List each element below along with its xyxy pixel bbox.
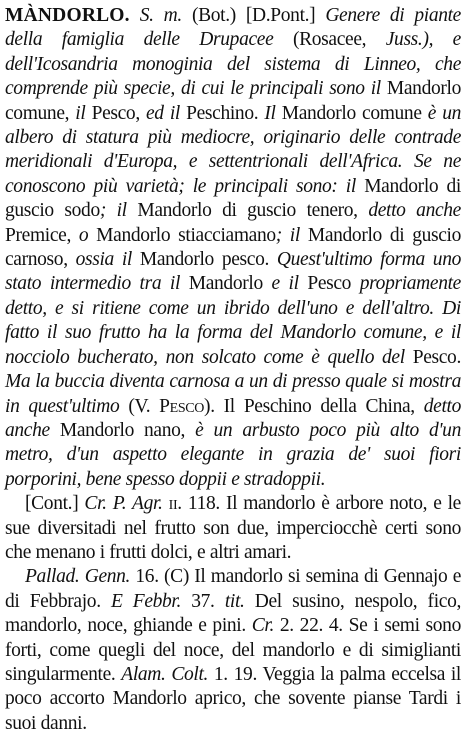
text-segment: (V. bbox=[128, 395, 160, 417]
text-segment: . 118. Il mandorlo è arbore noto, e le sue diversitadi nel frutto son due, imperciocchè certi sono che menano i frutti dolci, e altri amari. bbox=[5, 493, 461, 563]
text-segment: ii bbox=[168, 493, 178, 515]
entry-definition bbox=[5, 4, 461, 492]
text-segment: Del susino, nespolo, fico, mandorlo, noce, ghiande e pini. bbox=[5, 590, 461, 637]
text-segment: 16. (C) Il mandorlo si semina di Gennajo e di Febbrajo. bbox=[5, 566, 462, 612]
text-segment: è un arbusto poco più alto d'un metro, d'un aspetto elegante in grazia de' suoi fiori porporini, bene spesso doppii e stradoppii. bbox=[5, 419, 461, 490]
text-segment: ). Il bbox=[204, 395, 244, 417]
text-segment: Mandorlo di guscio sodo bbox=[5, 175, 461, 222]
citation-1 bbox=[5, 492, 461, 565]
text-segment: detto anche bbox=[5, 395, 461, 441]
text-segment: (Rosacee, bbox=[273, 29, 386, 51]
text-segment: detto anche bbox=[357, 200, 461, 222]
text-segment: Mandorlo stiacciamano bbox=[96, 224, 276, 246]
text-segment: 37. bbox=[181, 590, 225, 612]
part-of-speech: S. m. bbox=[139, 5, 182, 26]
text-segment: Mandorlo pesco. bbox=[139, 249, 270, 271]
text-segment: e il bbox=[262, 273, 308, 295]
text-segment: Peschino della China, bbox=[243, 395, 415, 417]
text-segment: Pesco. bbox=[412, 346, 461, 368]
text-segment: Pesco, bbox=[91, 102, 140, 124]
text-segment: Mandorlo bbox=[188, 273, 263, 295]
domain-label: (Bot.) [D.Pont.] bbox=[191, 5, 316, 26]
text-segment: ; il bbox=[99, 200, 138, 222]
text-segment: o bbox=[70, 224, 97, 246]
text-segment: Mandorlo comune, bbox=[5, 78, 461, 124]
text-segment: ; il bbox=[275, 224, 308, 246]
text-segment: Mandorlo di guscio carnoso, bbox=[5, 224, 461, 271]
text-segment: Juss.), e dell'Icosandria monoginia del sistema di Linneo, che comprende più specie, di cui le principali sono il bbox=[5, 29, 461, 100]
text-segment: 2. 22. 4. Se i semi sono forti, come quegli del noce, del mandorlo e di simiglianti singularmente. bbox=[5, 615, 461, 685]
text-segment: 1. 19. Veggia la palma eccelsa il poco accorto Mandorlo aprico, che sovente pianse Tardi i suoi danni. bbox=[5, 663, 462, 734]
text-segment: Il bbox=[258, 102, 282, 124]
text-segment: il bbox=[69, 102, 92, 124]
text-segment: Quest'ultimo forma uno stato intermedio tra il bbox=[5, 249, 461, 295]
text-segment: Mandorlo nano, bbox=[59, 419, 186, 441]
text-segment: Peschino. bbox=[186, 102, 259, 124]
text-segment: [Cont.] bbox=[25, 493, 85, 515]
text-segment: Cr. P. Agr. bbox=[84, 493, 163, 515]
text-segment: tit. bbox=[224, 590, 245, 612]
definition-text bbox=[5, 5, 461, 490]
headword: MÀNDORLO. bbox=[5, 5, 130, 26]
text-segment: Pesco bbox=[159, 395, 205, 417]
text-segment: Alam. Colt. bbox=[121, 663, 209, 685]
citation-text bbox=[5, 566, 461, 733]
citation-text bbox=[5, 493, 461, 563]
citation-2 bbox=[5, 565, 461, 736]
text-segment: ossia il bbox=[67, 249, 140, 271]
text-segment: Pesco bbox=[307, 273, 352, 295]
text-segment: Mandorlo comune bbox=[281, 102, 422, 124]
text-segment: Ma la buccia diventa carnosa a un di presso quale si mostra in quest'ultimo bbox=[5, 371, 461, 417]
text-segment: è un albero di statura più mediocre, originario delle contrade meridionali d'Europa, e settentrionali dell'Africa. Se ne conoscono più varietà; le principali sono: il bbox=[5, 102, 462, 197]
text-segment: ed il bbox=[139, 102, 187, 124]
text-segment: propriamente detto, e si ritiene come un ibrido dell'uno e dell'altro. Di fatto il suo frutto ha la forma del Mandorlo comune, e il nocciolo bucherato, non solcato come è quello del bbox=[5, 273, 461, 368]
text-segment: E Febbr. bbox=[110, 590, 182, 612]
text-segment: Mandorlo di guscio tenero, bbox=[137, 200, 358, 222]
text-segment: Pallad. Genn. bbox=[25, 566, 131, 588]
text-segment: Premice, bbox=[5, 224, 71, 246]
text-segment: Genere di piante della famiglia delle Drupacee bbox=[5, 5, 461, 51]
text-segment: Cr. bbox=[251, 615, 275, 637]
